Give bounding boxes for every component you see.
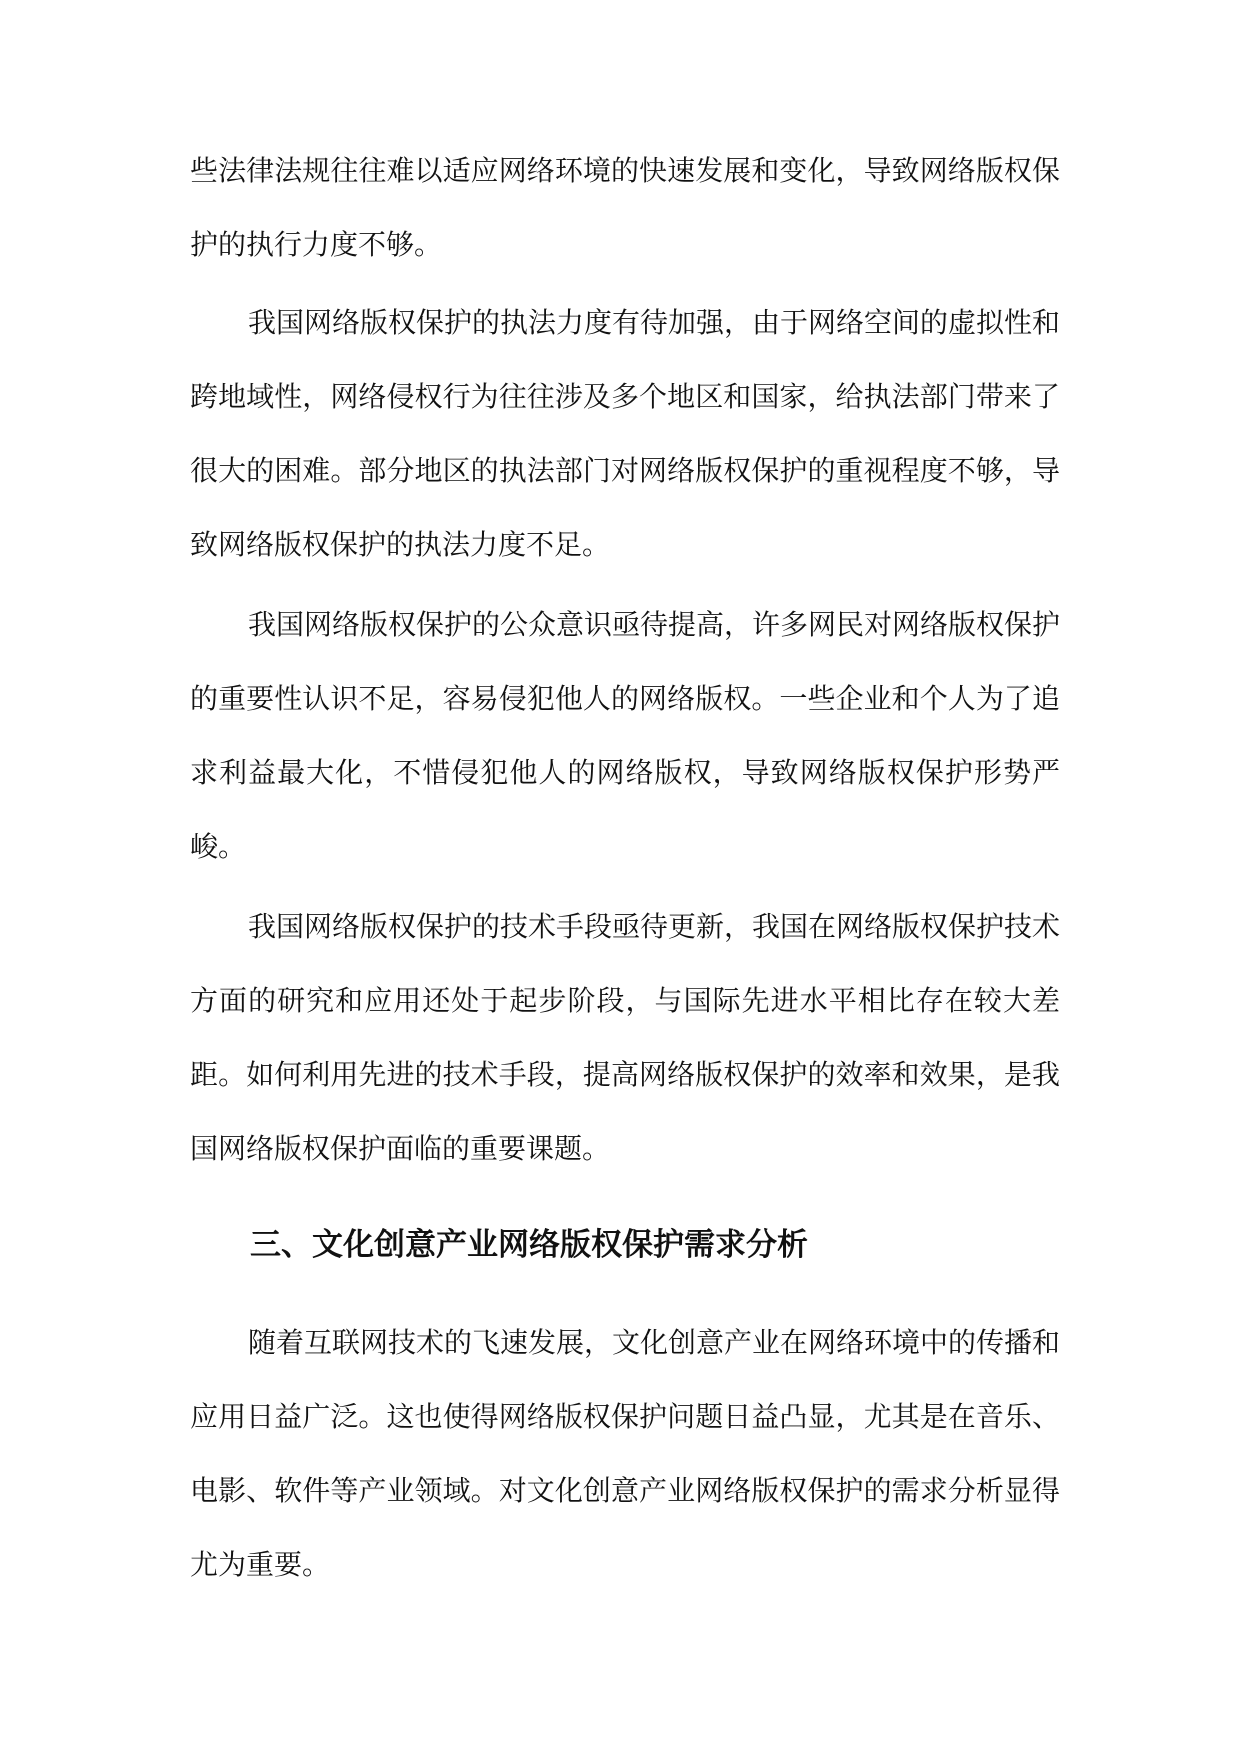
paragraph-continuation: 些法律法规往往难以适应网络环境的快速发展和变化，导致网络版权保护的执行力度不够。 xyxy=(190,154,1060,261)
paragraph-enforcement: 我国网络版权保护的执法力度有待加强，由于网络空间的虚拟性和跨地域性，网络侵权行为往往涉及多个地区和国家，给执法部门带来了很大的困难。部分地区的执法部门对网络版权保护的重视程度不够，导致网络版权保护的执法力度不足。 xyxy=(190,306,1061,561)
paragraph-technology: 我国网络版权保护的技术手段亟待更新，我国在网络版权保护技术方面的研究和应用还处于起步阶段，与国际先进水平相比存在较大差距。如何利用先进的技术手段，提高网络版权保护的效率和效果，是我国网络版权保护面临的重要课题。 xyxy=(190,910,1061,1165)
section-heading: 三、文化创意产业网络版权保护需求分析 xyxy=(250,1227,808,1263)
paragraph-public-awareness: 我国网络版权保护的公众意识亟待提高，许多网民对网络版权保护的重要性认识不足，容易侵犯他人的网络版权。一些企业和个人为了追求利益最大化，不惜侵犯他人的网络版权，导致网络版权保护形势严峻。 xyxy=(190,608,1061,863)
paragraph-section-intro: 随着互联网技术的飞速发展，文化创意产业在网络环境中的传播和应用日益广泛。这也使得网络版权保护问题日益凸显，尤其是在音乐、电影、软件等产业领域。对文化创意产业网络版权保护的需求分析显得尤为重要。 xyxy=(190,1326,1061,1581)
